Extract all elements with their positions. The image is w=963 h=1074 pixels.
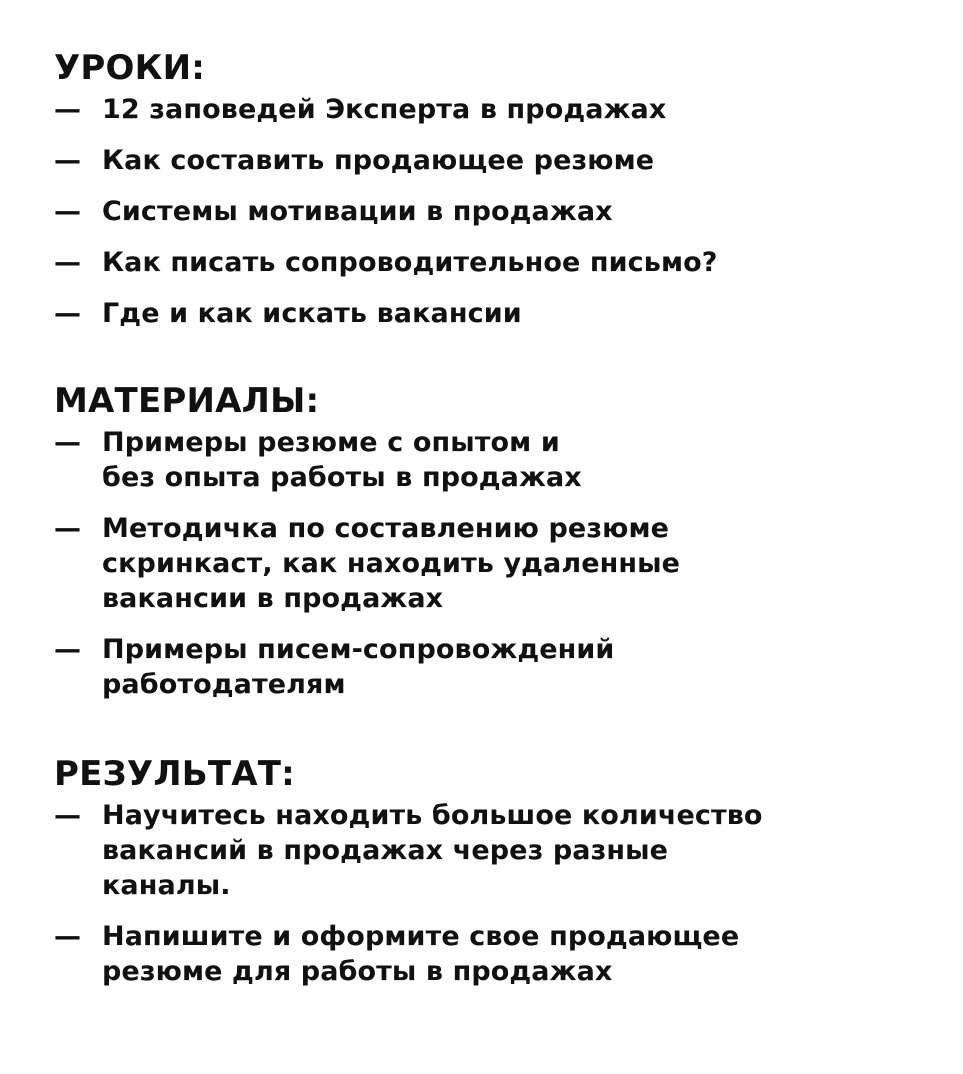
item-text: резюме для работы в продажах	[102, 956, 613, 987]
item-text: без опыта работы в продажах	[102, 462, 582, 493]
dash-bullet: —	[54, 800, 81, 831]
dash-bullet: —	[54, 298, 81, 329]
list-item	[54, 511, 944, 616]
item-text: Примеры писем-сопровождений	[102, 634, 615, 665]
lessons-list	[54, 92, 944, 331]
list-item	[54, 296, 944, 331]
item-text: Методичка по составлению резюме	[102, 513, 670, 544]
item-text: вакансий в продажах через разные	[102, 835, 669, 866]
result-section	[54, 754, 944, 989]
item-text: вакансии в продажах	[102, 583, 444, 614]
dash-bullet: —	[54, 634, 81, 665]
list-item	[54, 92, 944, 127]
dash-bullet: —	[54, 513, 81, 544]
item-text: Системы мотивации в продажах	[102, 196, 613, 227]
list-item	[54, 798, 944, 903]
item-text: скринкаст, как находить удаленные	[102, 548, 681, 579]
item-text: Научитесь находить большое количество	[102, 800, 763, 831]
item-text: Как составить продающее резюме	[102, 145, 655, 176]
item-text: Напишите и оформите свое продающее	[102, 921, 740, 952]
course-content	[54, 48, 944, 989]
materials-section	[54, 381, 944, 702]
dash-bullet: —	[54, 921, 81, 952]
dash-bullet: —	[54, 247, 81, 278]
list-item	[54, 919, 944, 989]
lessons-heading: УРОКИ:	[54, 48, 206, 88]
item-text: Как писать сопроводительное письмо?	[102, 247, 718, 278]
item-text: 12 заповедей Эксперта в продажах	[102, 94, 667, 125]
materials-heading: МАТЕРИАЛЫ:	[54, 381, 320, 421]
item-text: каналы.	[102, 870, 231, 901]
item-text: Примеры резюме с опытом и	[102, 427, 560, 458]
item-text: Где и как искать вакансии	[102, 298, 522, 329]
item-text: работодателям	[102, 669, 346, 700]
list-item	[54, 425, 944, 495]
dash-bullet: —	[54, 145, 81, 176]
dash-bullet: —	[54, 94, 81, 125]
result-list	[54, 798, 944, 989]
list-item	[54, 143, 944, 178]
result-heading: РЕЗУЛЬТАТ:	[54, 754, 295, 794]
lessons-section	[54, 48, 944, 331]
list-item	[54, 245, 944, 280]
materials-list	[54, 425, 944, 702]
dash-bullet: —	[54, 196, 81, 227]
list-item	[54, 632, 944, 702]
dash-bullet: —	[54, 427, 81, 458]
list-item	[54, 194, 944, 229]
